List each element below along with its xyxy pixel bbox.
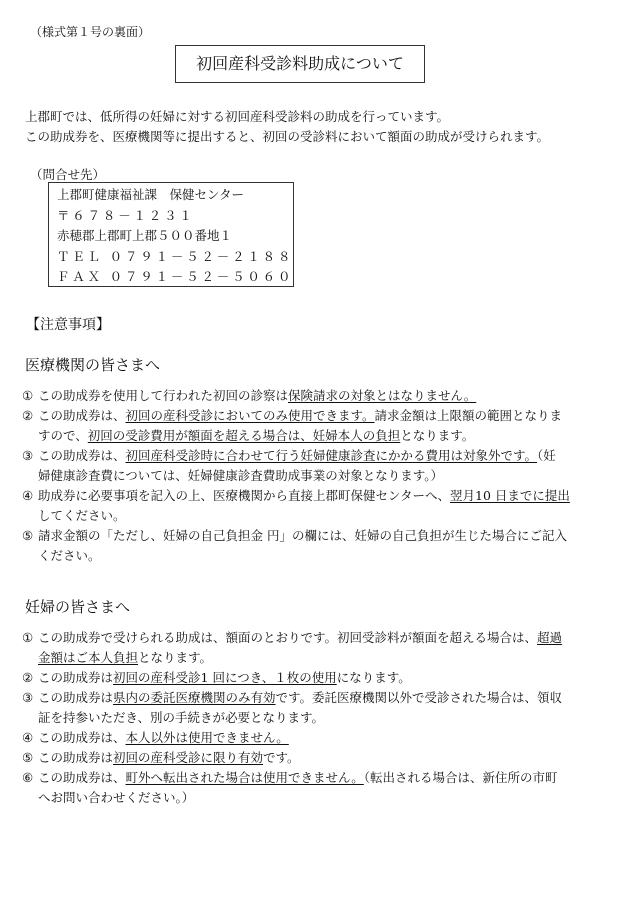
item-text: 助成券に必要事項を記入の上、医療機関から直接上郡町保健センターへ、 [38,488,451,503]
pregnant-notes-list [22,628,612,808]
item-text: この助成券は、 [38,730,126,745]
medical-notes-list [22,386,612,566]
intro-paragraph [25,107,615,147]
item-text: ください。 [38,548,101,563]
item-text-underlined: 超過 [537,630,563,645]
item-number: ① [22,630,34,645]
document-title: 初回産科受診料助成について [175,45,425,83]
item-text: この助成券を使用して行われた初回の診察は [38,388,289,403]
item-text: この助成券は、 [38,408,126,423]
item-text-underlined: 翌月10 日までに提出 [450,488,570,503]
item-text-underlined: 初回の産科受診1 回につき、１枚の使用 [113,670,337,685]
item-number: ② [22,670,34,685]
list-item [22,768,612,808]
item-number: ② [22,408,34,423]
contact-box [48,182,294,287]
list-item [22,386,612,406]
item-text-underlined: 保険請求の対象とはなりません。 [288,388,477,403]
item-number: ⑤ [22,750,34,765]
item-text: 請求金額の「ただし、妊婦の自己負担金 円」の欄には、妊婦の自己負担が生じた場合にご記入 [38,528,567,543]
item-text: （妊 [537,448,556,463]
item-text: この助成券は [38,750,114,765]
contact-address: 赤穂郡上郡町上郡５００番地１ [57,228,233,243]
item-number: ④ [22,730,34,745]
item-text: すので、 [38,428,88,443]
item-text-underlined: 初回産科受診時に合わせて行う妊婦健康診査にかかる費用は対象外です。 [125,448,538,463]
list-item [22,446,612,486]
section-title-pregnant: 妊婦の皆さまへ [25,598,131,616]
notes-header: 【注意事項】 [26,317,110,333]
item-text-underlined: 初回の産科受診においてのみ使用できます。 [125,408,375,423]
item-number: ④ [22,488,34,503]
item-text-underlined: 初回の産科受診に限り有効 [113,750,264,765]
item-number: ③ [22,448,34,463]
item-text: 請求金額は上限額の範囲となりま [374,408,563,423]
form-number-label: （様式第１号の裏面） [30,25,151,39]
inquiry-label: （問合せ先） [30,167,106,182]
item-text: へお問い合わせください。） [38,790,195,805]
list-item [22,406,612,446]
contact-postal-code: 〒６７８－１２３１ [57,207,195,223]
list-item [22,526,612,566]
contact-tel: ＴＥＬ ０７９１－５２－２１８８ [57,248,294,264]
item-text-underlined: 町外へ転出された場合は使用できません。 [125,770,364,785]
intro-line-1: 上郡町では、低所得の妊婦に対する初回産科受診料の助成を行っています。 [25,109,450,124]
item-text: （転出される場合は、新住所の市町 [363,770,558,785]
item-text: この助成券は、 [38,770,126,785]
item-text: となります。 [400,428,475,443]
item-text: この助成券は、 [38,448,126,463]
item-number: ① [22,388,34,403]
intro-line-2: この助成券を、医療機関等に提出すると、初回の受診料において額面の助成が受けられます。 [25,129,550,144]
item-text: してください。 [38,508,126,523]
item-text-underlined: 金額はご本人負担 [38,650,139,665]
item-text: になります。 [336,670,411,685]
item-text: です。委託医療機関以外で受診された場合は、領収 [275,690,563,705]
item-text: この助成券は [38,690,114,705]
list-item [22,486,612,526]
list-item [22,688,612,728]
item-text: この助成券で受けられる助成は、額面のとおりです。初回受診料が額面を超える場合は、 [38,630,538,645]
item-number: ⑤ [22,528,34,543]
item-text: 婦健康診査費については、妊婦健康診査費助成事業の対象となります。） [38,468,444,483]
list-item [22,628,612,668]
section-title-medical: 医療機関の皆さまへ [25,356,161,374]
item-text-underlined: 県内の委託医療機関のみ有効 [113,690,276,705]
list-item [22,728,612,748]
item-text: この助成券は [38,670,114,685]
item-number: ⑥ [22,770,34,785]
contact-fax: ＦＡＸ ０７９１－５２－５０６０ [57,269,294,284]
item-number: ③ [22,690,34,705]
item-text: です。 [263,750,300,765]
item-text: となります。 [138,650,213,665]
item-text-underlined: 初回の受診費用が額面を超える場合は、妊婦本人の負担 [87,428,401,443]
item-text: 証を持参いただき、別の手続きが必要となります。 [38,710,325,725]
list-item [22,668,612,688]
contact-office: 上郡町健康福祉課 保健センター [57,187,245,202]
list-item [22,748,612,768]
item-text-underlined: 本人以外は使用できません。 [125,730,289,745]
